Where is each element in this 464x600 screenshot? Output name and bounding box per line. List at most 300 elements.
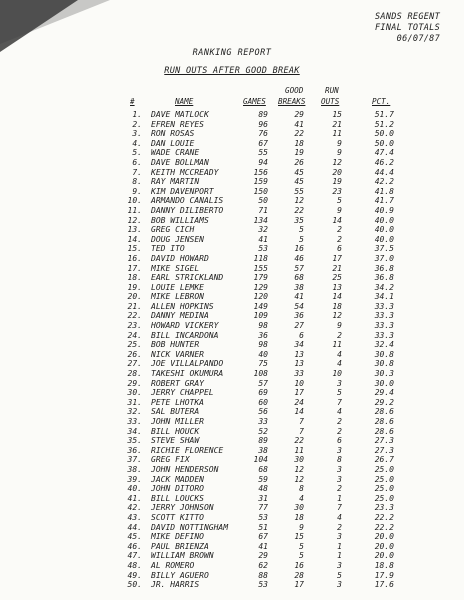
run-outs-cell: 6 <box>337 244 342 254</box>
run-outs-cell: 5 <box>337 196 342 206</box>
name-cell: MIKE LEBRON <box>151 292 204 302</box>
good-breaks-cell: 54 <box>294 301 304 311</box>
table-row <box>0 148 464 158</box>
good-breaks-cell: 57 <box>294 263 304 273</box>
games-cell: 89 <box>258 110 268 119</box>
table-row <box>0 225 464 235</box>
pct-cell: 22.2 <box>374 512 394 522</box>
games-cell: 40 <box>258 349 268 359</box>
games-cell: 57 <box>258 378 268 388</box>
rank-cell: 24. <box>127 330 142 340</box>
rank-cell: 17. <box>127 263 142 273</box>
table-row <box>0 551 464 561</box>
table-row <box>0 216 464 226</box>
pct-cell: 25.0 <box>374 474 394 484</box>
games-cell: 56 <box>258 407 268 417</box>
rank-cell: 19. <box>127 282 142 292</box>
rank-cell: 21. <box>127 301 142 311</box>
good-breaks-cell: 17 <box>294 388 304 398</box>
games-cell: 59 <box>258 474 268 484</box>
name-cell: PAUL BRIENZA <box>151 541 209 551</box>
pct-cell: 33.3 <box>374 301 394 311</box>
good-breaks-cell: 35 <box>294 215 304 225</box>
name-cell: ARMANDO CANALIS <box>151 196 224 206</box>
pct-cell: 42.2 <box>374 177 394 187</box>
run-outs-cell: 9 <box>337 321 342 331</box>
games-cell: 67 <box>258 138 268 148</box>
games-cell: 98 <box>258 340 268 350</box>
table-row <box>0 388 464 398</box>
rank-cell: 6. <box>132 157 142 167</box>
run-outs-cell: 25 <box>332 273 342 283</box>
table-row <box>0 359 464 369</box>
pct-cell: 40.0 <box>374 215 394 225</box>
table-row <box>0 455 464 465</box>
pct-cell: 25.0 <box>374 464 394 474</box>
table-row <box>0 273 464 283</box>
name-cell: LOUIE LEMKE <box>151 282 204 292</box>
table-row <box>0 369 464 379</box>
games-cell: 104 <box>253 455 268 465</box>
good-breaks-cell: 9 <box>299 522 304 532</box>
table-row <box>0 292 464 302</box>
table-row <box>0 436 464 446</box>
pct-cell: 40.0 <box>374 225 394 235</box>
name-cell: DAVID NOTTINGHAM <box>151 522 229 532</box>
name-cell: JERRY JOHNSON <box>151 503 214 513</box>
run-outs-cell: 2 <box>337 234 342 244</box>
name-cell: EFREN REYES <box>151 119 204 129</box>
rank-cell: 41. <box>127 493 142 503</box>
run-outs-cell: 11 <box>332 129 342 139</box>
name-cell: SAL BUTERA <box>151 407 200 417</box>
pct-cell: 34.1 <box>374 292 394 302</box>
rank-cell: 22. <box>127 311 142 321</box>
good-breaks-cell: 11 <box>294 445 304 455</box>
pct-cell: 37.5 <box>374 244 394 254</box>
pct-cell: 33.3 <box>374 321 394 331</box>
good-breaks-cell: 5 <box>299 225 304 235</box>
pct-cell: 28.6 <box>374 407 394 417</box>
name-cell: HOWARD VICKERY <box>151 321 219 331</box>
pct-cell: 29.2 <box>374 397 394 407</box>
name-cell: RAY MARTIN <box>151 177 200 187</box>
run-outs-cell: 6 <box>337 436 342 446</box>
good-breaks-cell: 22 <box>294 129 304 139</box>
games-cell: 75 <box>258 359 268 369</box>
pct-cell: 40.0 <box>374 234 394 244</box>
games-cell: 98 <box>258 321 268 331</box>
pct-cell: 37.0 <box>374 253 394 263</box>
run-outs-cell: 17 <box>332 253 342 263</box>
table-row <box>0 427 464 437</box>
good-breaks-cell: 30 <box>294 455 304 465</box>
pct-cell: 47.4 <box>374 148 394 158</box>
table-row <box>0 254 464 264</box>
rank-cell: 2. <box>132 119 142 129</box>
rank-cell: 42. <box>127 503 142 513</box>
run-outs-cell: 4 <box>337 407 342 417</box>
run-outs-cell: 15 <box>332 110 342 119</box>
good-breaks-cell: 46 <box>294 253 304 263</box>
run-outs-cell: 11 <box>332 340 342 350</box>
games-cell: 94 <box>258 157 268 167</box>
name-cell: DANNY MEDINA <box>151 311 209 321</box>
table-row <box>0 264 464 274</box>
games-cell: 129 <box>253 282 268 292</box>
table-row <box>0 580 464 590</box>
table-row <box>0 503 464 513</box>
name-cell: MIKE SIGEL <box>151 263 200 273</box>
table-row <box>0 513 464 523</box>
run-outs-cell: 9 <box>337 138 342 148</box>
rank-cell: 9. <box>132 186 142 196</box>
games-cell: 179 <box>253 273 268 283</box>
table-row <box>0 494 464 504</box>
table-row <box>0 196 464 206</box>
table-row <box>0 139 464 149</box>
pct-cell: 32.4 <box>374 340 394 350</box>
run-outs-cell: 21 <box>332 119 342 129</box>
pct-cell: 17.9 <box>374 570 394 580</box>
games-cell: 89 <box>258 436 268 446</box>
rank-cell: 3. <box>132 129 142 139</box>
good-breaks-cell: 4 <box>299 493 304 503</box>
pct-cell: 40.9 <box>374 205 394 215</box>
pct-cell: 36.8 <box>374 263 394 273</box>
games-cell: 68 <box>258 464 268 474</box>
report-subtitle: RUN OUTS AFTER GOOD BREAK <box>164 66 300 76</box>
name-cell: DAVE BOLLMAN <box>151 157 209 167</box>
pct-cell: 27.3 <box>374 445 394 455</box>
pct-cell: 34.2 <box>374 282 394 292</box>
rank-cell: 48. <box>127 560 142 570</box>
good-breaks-cell: 33 <box>294 369 304 379</box>
name-cell: WADE CRANE <box>151 148 200 158</box>
run-outs-cell: 7 <box>337 503 342 513</box>
good-breaks-cell: 19 <box>294 148 304 158</box>
good-breaks-cell: 28 <box>294 570 304 580</box>
games-cell: 29 <box>258 551 268 561</box>
pct-cell: 30.0 <box>374 378 394 388</box>
table-row <box>0 465 464 475</box>
good-breaks-cell: 41 <box>294 292 304 302</box>
run-outs-cell: 4 <box>337 512 342 522</box>
games-cell: 120 <box>253 292 268 302</box>
run-outs-cell: 3 <box>337 474 342 484</box>
rank-cell: 16. <box>127 253 142 263</box>
pct-cell: 23.3 <box>374 503 394 513</box>
table-row <box>0 206 464 216</box>
rank-cell: 50. <box>127 580 142 590</box>
venue-name: SANDS REGENT <box>374 12 440 22</box>
games-cell: 149 <box>253 301 268 311</box>
games-cell: 41 <box>258 541 268 551</box>
games-cell: 41 <box>258 234 268 244</box>
table-row <box>0 532 464 542</box>
table-row <box>0 187 464 197</box>
col-run-header-bottom: OUTS <box>321 97 340 106</box>
rank-cell: 31. <box>127 397 142 407</box>
pct-cell: 22.2 <box>374 522 394 532</box>
games-cell: 62 <box>258 560 268 570</box>
good-breaks-cell: 55 <box>294 186 304 196</box>
rank-cell: 25. <box>127 340 142 350</box>
rank-cell: 11. <box>127 205 142 215</box>
pct-cell: 46.2 <box>374 157 394 167</box>
good-breaks-cell: 34 <box>294 340 304 350</box>
good-breaks-cell: 45 <box>294 167 304 177</box>
rank-cell: 12. <box>127 215 142 225</box>
rank-cell: 13. <box>127 225 142 235</box>
pct-cell: 51.7 <box>374 110 394 119</box>
name-cell: BILLY AGUERO <box>151 570 209 580</box>
good-breaks-cell: 15 <box>294 532 304 542</box>
name-cell: JERRY CHAPPEL <box>151 388 214 398</box>
name-cell: RON ROSAS <box>151 129 195 139</box>
table-row <box>0 120 464 130</box>
good-breaks-cell: 10 <box>294 378 304 388</box>
name-cell: JOE VILLALPANDO <box>151 359 224 369</box>
pct-cell: 17.6 <box>374 580 394 590</box>
table-row <box>0 350 464 360</box>
good-breaks-cell: 12 <box>294 464 304 474</box>
name-cell: JACK MADDEN <box>151 474 204 484</box>
good-breaks-cell: 8 <box>299 484 304 494</box>
name-cell: JR. HARRIS <box>151 580 200 590</box>
rank-cell: 45. <box>127 532 142 542</box>
games-cell: 96 <box>258 119 268 129</box>
col-good-header-top: GOOD <box>285 86 304 95</box>
rank-cell: 15. <box>127 244 142 254</box>
good-breaks-cell: 22 <box>294 436 304 446</box>
name-cell: DAN LOUIE <box>151 138 195 148</box>
run-outs-cell: 4 <box>337 349 342 359</box>
good-breaks-cell: 5 <box>299 234 304 244</box>
good-breaks-cell: 24 <box>294 397 304 407</box>
games-cell: 118 <box>253 253 268 263</box>
rank-cell: 4. <box>132 138 142 148</box>
good-breaks-cell: 7 <box>299 417 304 426</box>
run-outs-cell: 5 <box>337 388 342 398</box>
games-cell: 155 <box>253 263 268 273</box>
games-cell: 71 <box>258 205 268 215</box>
rank-cell: 30. <box>127 388 142 398</box>
run-outs-cell: 3 <box>337 532 342 542</box>
good-breaks-cell: 22 <box>294 205 304 215</box>
table-row <box>0 283 464 293</box>
name-cell: BILL INCARDONA <box>151 330 219 340</box>
table-row <box>0 177 464 187</box>
name-cell: JOHN HENDERSON <box>151 464 219 474</box>
run-outs-cell: 3 <box>337 464 342 474</box>
good-breaks-cell: 7 <box>299 426 304 436</box>
run-outs-cell: 9 <box>337 205 342 215</box>
games-cell: 67 <box>258 532 268 542</box>
pct-cell: 25.0 <box>374 493 394 503</box>
name-cell: KIM DAVENPORT <box>151 186 214 196</box>
name-cell: PETE LHOTKA <box>151 397 204 407</box>
games-cell: 60 <box>258 397 268 407</box>
report-header <box>375 12 440 45</box>
good-breaks-cell: 18 <box>294 138 304 148</box>
name-cell: BILL HOUCK <box>151 426 200 436</box>
pct-cell: 18.8 <box>374 560 394 570</box>
run-outs-cell: 5 <box>337 570 342 580</box>
games-cell: 156 <box>253 167 268 177</box>
games-cell: 108 <box>253 369 268 379</box>
rank-cell: 10. <box>127 196 142 206</box>
table-row <box>0 379 464 389</box>
games-cell: 88 <box>258 570 268 580</box>
rank-cell: 39. <box>127 474 142 484</box>
name-cell: ROBERT GRAY <box>151 378 204 388</box>
table-row <box>0 321 464 331</box>
name-cell: EARL STRICKLAND <box>151 273 224 283</box>
col-name-header: NAME <box>175 97 194 106</box>
table-row <box>0 523 464 533</box>
name-cell: DAVID HOWARD <box>151 253 209 263</box>
good-breaks-cell: 13 <box>294 349 304 359</box>
games-cell: 134 <box>253 215 268 225</box>
report-date: 06/07/87 <box>396 34 440 44</box>
run-outs-cell: 2 <box>337 484 342 494</box>
run-outs-cell: 23 <box>332 186 342 196</box>
name-cell: JOHN DITORO <box>151 484 204 494</box>
pct-cell: 28.6 <box>374 417 394 426</box>
table-row <box>0 417 464 427</box>
pct-cell: 50.0 <box>374 129 394 139</box>
table-row <box>0 331 464 341</box>
table-row <box>0 484 464 494</box>
pct-cell: 25.0 <box>374 484 394 494</box>
pct-cell: 50.0 <box>374 138 394 148</box>
col-good-header-bottom: BREAKS <box>278 97 306 106</box>
run-outs-cell: 4 <box>337 359 342 369</box>
pct-cell: 20.0 <box>374 551 394 561</box>
pct-cell: 36.8 <box>374 273 394 283</box>
run-outs-cell: 3 <box>337 445 342 455</box>
name-cell: NICK VARNER <box>151 349 204 359</box>
games-cell: 48 <box>258 484 268 494</box>
games-cell: 50 <box>258 196 268 206</box>
pct-cell: 29.4 <box>374 388 394 398</box>
good-breaks-cell: 26 <box>294 157 304 167</box>
pct-cell: 41.7 <box>374 196 394 206</box>
rank-cell: 37. <box>127 455 142 465</box>
good-breaks-cell: 14 <box>294 407 304 417</box>
name-cell: SCOTT KITTO <box>151 512 204 522</box>
rank-cell: 34. <box>127 426 142 436</box>
rank-cell: 23. <box>127 321 142 331</box>
table-row <box>0 235 464 245</box>
name-cell: DAVE MATLOCK <box>151 110 209 119</box>
good-breaks-cell: 38 <box>294 282 304 292</box>
name-cell: BOB HUNTER <box>151 340 200 350</box>
run-outs-cell: 1 <box>337 551 342 561</box>
report-title: RANKING REPORT <box>192 48 272 58</box>
name-cell: BOB WILLIAMS <box>151 215 209 225</box>
table-row <box>0 244 464 254</box>
name-cell: WILLIAM BROWN <box>151 551 214 561</box>
name-cell: TAKESHI OKUMURA <box>151 369 224 379</box>
games-cell: 150 <box>253 186 268 196</box>
rank-cell: 20. <box>127 292 142 302</box>
games-cell: 52 <box>258 426 268 436</box>
run-outs-cell: 1 <box>337 493 342 503</box>
rank-cell: 36. <box>127 445 142 455</box>
good-breaks-cell: 16 <box>294 560 304 570</box>
good-breaks-cell: 68 <box>294 273 304 283</box>
good-breaks-cell: 30 <box>294 503 304 513</box>
good-breaks-cell: 5 <box>299 541 304 551</box>
page-corner-fold <box>0 0 78 52</box>
pct-cell: 33.3 <box>374 330 394 340</box>
rank-cell: 44. <box>127 522 142 532</box>
rank-cell: 5. <box>132 148 142 158</box>
games-cell: 76 <box>258 129 268 139</box>
table-row <box>0 311 464 321</box>
rank-cell: 43. <box>127 512 142 522</box>
table-row <box>0 407 464 417</box>
games-cell: 53 <box>258 580 268 590</box>
run-outs-cell: 18 <box>332 301 342 311</box>
good-breaks-cell: 6 <box>299 330 304 340</box>
good-breaks-cell: 17 <box>294 580 304 590</box>
table-row <box>0 129 464 139</box>
name-cell: STEVE SHAW <box>151 436 200 446</box>
rank-cell: 33. <box>127 417 142 426</box>
name-cell: KEITH MCCREADY <box>151 167 219 177</box>
table-row <box>0 302 464 312</box>
rank-cell: 28. <box>127 369 142 379</box>
good-breaks-cell: 41 <box>294 119 304 129</box>
col-run-header-top: RUN <box>325 86 339 95</box>
col-rank-header: # <box>130 97 135 106</box>
games-cell: 38 <box>258 445 268 455</box>
games-cell: 31 <box>258 493 268 503</box>
good-breaks-cell: 45 <box>294 177 304 187</box>
name-cell: DOUG JENSEN <box>151 234 204 244</box>
good-breaks-cell: 13 <box>294 359 304 369</box>
games-cell: 36 <box>258 330 268 340</box>
run-outs-cell: 3 <box>337 580 342 590</box>
rank-cell: 40. <box>127 484 142 494</box>
name-cell: AL ROMERO <box>151 560 195 570</box>
ranking-table <box>0 110 464 590</box>
table-row <box>0 446 464 456</box>
run-outs-cell: 14 <box>332 215 342 225</box>
run-outs-cell: 1 <box>337 541 342 551</box>
run-outs-cell: 2 <box>337 417 342 426</box>
rank-cell: 46. <box>127 541 142 551</box>
games-cell: 51 <box>258 522 268 532</box>
pct-cell: 20.0 <box>374 541 394 551</box>
rank-cell: 18. <box>127 273 142 283</box>
rank-cell: 1. <box>132 110 142 119</box>
games-cell: 32 <box>258 225 268 235</box>
run-outs-cell: 13 <box>332 282 342 292</box>
rank-cell: 8. <box>132 177 142 187</box>
run-outs-cell: 19 <box>332 177 342 187</box>
good-breaks-cell: 29 <box>294 110 304 119</box>
run-outs-cell: 2 <box>337 225 342 235</box>
table-row <box>0 340 464 350</box>
col-games-header: GAMES <box>243 97 266 106</box>
pct-cell: 41.8 <box>374 186 394 196</box>
run-outs-cell: 14 <box>332 292 342 302</box>
games-cell: 109 <box>253 311 268 321</box>
